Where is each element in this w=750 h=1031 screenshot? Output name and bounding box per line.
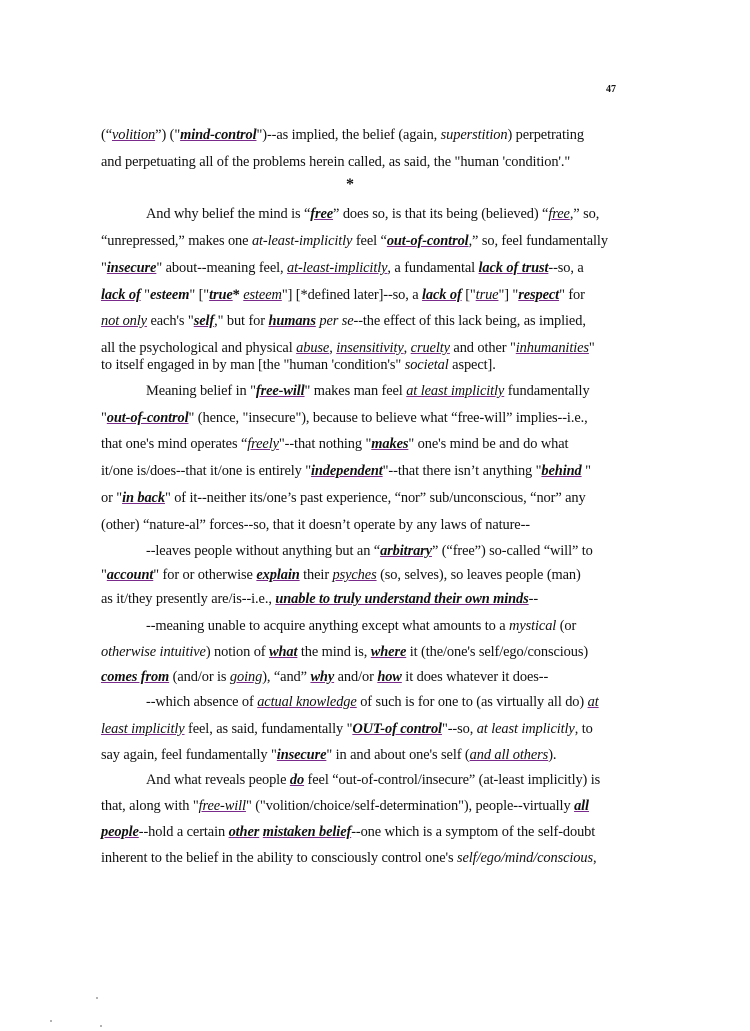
text-run: ”) (" bbox=[155, 127, 181, 143]
text-run: the mind is, bbox=[297, 644, 371, 660]
text-run: "--that there isn’t anything " bbox=[382, 463, 542, 479]
text-run: inherent to the belief in the ability to consciously control one's bbox=[101, 850, 457, 866]
text-run: it/one is/does--that it/one is entirely " bbox=[101, 463, 311, 479]
text-run: ) notion of bbox=[205, 644, 269, 660]
emphasized-text: self bbox=[193, 313, 215, 329]
text-run: , bbox=[329, 340, 337, 356]
emphasized-text: account bbox=[106, 567, 154, 583]
emphasized-text: psyches bbox=[332, 567, 377, 583]
text-run: --leaves people without anything but an “ bbox=[146, 543, 381, 559]
emphasized-text: unable to truly understand their own minds bbox=[275, 591, 529, 607]
text-run: " bbox=[588, 340, 595, 356]
text-run: at least implicitly bbox=[476, 721, 575, 737]
emphasized-text: free-will bbox=[255, 383, 305, 399]
emphasized-text: how bbox=[377, 669, 402, 685]
text-run: fundamentally bbox=[504, 383, 590, 399]
emphasized-text: lack of bbox=[101, 287, 141, 303]
text-run: " makes man feel bbox=[304, 383, 407, 399]
text-line bbox=[101, 232, 608, 250]
text-run: * bbox=[232, 287, 244, 303]
text-run: And what reveals people bbox=[146, 772, 290, 788]
text-run: feel “ bbox=[352, 233, 387, 249]
text-run: and perpetuating all of the problems herein called, as said, the "human 'condition'." bbox=[101, 154, 571, 170]
text-run: per se bbox=[319, 313, 354, 329]
text-run: "] " bbox=[498, 287, 519, 303]
text-line bbox=[146, 205, 599, 223]
text-line bbox=[101, 435, 568, 453]
emphasized-text: independent bbox=[311, 463, 383, 479]
text-run: " for bbox=[559, 287, 585, 303]
text-run: feel, as said, fundamentally " bbox=[184, 721, 353, 737]
emphasized-text: all bbox=[574, 798, 589, 814]
text-run: (and/or is bbox=[169, 669, 230, 685]
text-run: " bbox=[581, 463, 591, 479]
text-run: --one which is a symptom of the self-doubt bbox=[351, 824, 596, 840]
text-run: ), “and” bbox=[262, 669, 311, 685]
text-run: " [" bbox=[189, 287, 210, 303]
emphasized-text: insecure bbox=[276, 747, 327, 763]
text-run: (or bbox=[556, 618, 577, 634]
text-run: Meaning belief in " bbox=[146, 383, 256, 399]
emphasized-text: true bbox=[475, 287, 499, 303]
emphasized-text: inhumanities bbox=[515, 340, 589, 356]
emphasized-text: abuse bbox=[296, 340, 330, 356]
emphasized-text: lack of trust bbox=[478, 260, 549, 276]
emphasized-text: out-of-control bbox=[106, 410, 189, 426]
text-run: to itself engaged in by man [the "human 'condition's" bbox=[101, 357, 405, 373]
text-line bbox=[101, 356, 496, 374]
text-line bbox=[101, 339, 595, 357]
scan-speck bbox=[50, 1020, 52, 1022]
emphasized-text: mind-control bbox=[180, 127, 257, 143]
text-run: esteem bbox=[149, 287, 190, 303]
text-line bbox=[101, 462, 591, 480]
text-run: at-least-implicitly bbox=[251, 233, 353, 249]
page-number: 47 bbox=[606, 84, 616, 95]
emphasized-text: at bbox=[587, 694, 599, 710]
text-line bbox=[101, 590, 538, 608]
text-run: " for or otherwise bbox=[153, 567, 257, 583]
emphasized-text: going bbox=[229, 669, 263, 685]
text-run: " bbox=[101, 410, 107, 426]
text-line bbox=[101, 797, 589, 815]
emphasized-text: at least implicitly bbox=[406, 383, 505, 399]
text-run: --so, a bbox=[548, 260, 584, 276]
text-run: that, along with " bbox=[101, 798, 199, 814]
text-run: " (hence, "insecure"), because to believe what “free-will” implies--i.e., bbox=[188, 410, 588, 426]
text-line bbox=[146, 382, 590, 400]
text-run: And why belief the mind is “ bbox=[146, 206, 311, 222]
text-run: ," but for bbox=[214, 313, 269, 329]
emphasized-text: out-of-control bbox=[386, 233, 469, 249]
text-line bbox=[101, 566, 581, 584]
text-run: and/or bbox=[334, 669, 378, 685]
emphasized-text: OUT-of control bbox=[352, 721, 442, 737]
emphasized-text: where bbox=[370, 644, 407, 660]
emphasized-text: free bbox=[548, 206, 570, 222]
emphasized-text: why bbox=[310, 669, 335, 685]
scan-speck bbox=[96, 997, 98, 999]
text-run: otherwise intuitive bbox=[101, 644, 206, 660]
emphasized-text: not only bbox=[101, 313, 147, 329]
text-run: (other) “nature-al” forces--so, that it doesn’t operate by any laws of nature-- bbox=[101, 517, 530, 533]
text-run: superstition bbox=[440, 127, 508, 143]
emphasized-text: behind bbox=[541, 463, 582, 479]
text-line bbox=[146, 617, 576, 635]
text-run: or " bbox=[101, 490, 123, 506]
text-run: as it/they presently are/is--i.e., bbox=[101, 591, 276, 607]
emphasized-text: respect bbox=[518, 287, 560, 303]
text-run: “unrepressed,” makes one bbox=[101, 233, 252, 249]
text-line bbox=[101, 286, 585, 304]
text-line bbox=[146, 693, 599, 711]
text-run: -- bbox=[528, 591, 539, 607]
text-line bbox=[101, 746, 556, 764]
text-run: --the effect of this lack being, as implied, bbox=[353, 313, 586, 329]
emphasized-text: other bbox=[228, 824, 260, 840]
emphasized-text: people bbox=[101, 824, 139, 840]
text-run: , to bbox=[574, 721, 593, 737]
text-run: each's " bbox=[146, 313, 194, 329]
text-run: that one's mind operates “ bbox=[101, 436, 248, 452]
text-line bbox=[101, 489, 586, 507]
emphasized-text: true bbox=[209, 287, 233, 303]
emphasized-text: volition bbox=[111, 127, 156, 143]
emphasized-text: free-will bbox=[198, 798, 246, 814]
text-line bbox=[101, 312, 586, 330]
text-run: " ("volition/choice/self-determination"), people--virtually bbox=[245, 798, 575, 814]
text-line bbox=[101, 720, 593, 738]
text-run: ,” so, bbox=[569, 206, 600, 222]
text-line bbox=[101, 849, 596, 867]
text-line bbox=[101, 259, 584, 277]
text-run: mystical bbox=[509, 618, 557, 634]
emphasized-text: freely bbox=[247, 436, 279, 452]
section-separator: * bbox=[346, 176, 354, 193]
text-line bbox=[101, 823, 595, 841]
text-run: , bbox=[592, 850, 597, 866]
emphasized-text: actual knowledge bbox=[257, 694, 357, 710]
emphasized-text: in back bbox=[122, 490, 165, 506]
text-run: of such is for one to (as virtually all do) bbox=[356, 694, 588, 710]
text-run: ,” so, feel fundamentally bbox=[468, 233, 608, 249]
emphasized-text: free bbox=[310, 206, 334, 222]
text-line bbox=[146, 771, 600, 789]
text-run: --meaning unable to acquire anything except what amounts to a bbox=[146, 618, 510, 634]
emphasized-text: least implicitly bbox=[101, 721, 185, 737]
emphasized-text: esteem bbox=[243, 287, 282, 303]
text-run: their bbox=[299, 567, 333, 583]
text-run: --hold a certain bbox=[138, 824, 229, 840]
emphasized-text: and all others bbox=[469, 747, 549, 763]
text-run: , a fundamental bbox=[387, 260, 479, 276]
text-run: " in and about one's self ( bbox=[326, 747, 470, 763]
text-run: , bbox=[403, 340, 411, 356]
text-run: it does whatever it does-- bbox=[401, 669, 549, 685]
emphasized-text: arbitrary bbox=[380, 543, 432, 559]
text-run: aspect]. bbox=[448, 357, 496, 373]
emphasized-text: do bbox=[289, 772, 305, 788]
text-run: --which absence of bbox=[146, 694, 258, 710]
text-run: " of it--neither its/one’s past experience, “nor” sub/unconscious, “nor” any bbox=[164, 490, 586, 506]
text-run: (so, selves), so leaves people (man) bbox=[376, 567, 581, 583]
text-run: self/ego/mind/conscious bbox=[456, 850, 593, 866]
text-line bbox=[146, 542, 593, 560]
text-run: "] [*defined later]--so, a bbox=[281, 287, 423, 303]
text-run: ” (“free”) so-called “will” to bbox=[431, 543, 593, 559]
text-run: " bbox=[140, 287, 150, 303]
text-line bbox=[101, 409, 588, 427]
emphasized-text: comes from bbox=[101, 669, 170, 685]
emphasized-text: explain bbox=[256, 567, 300, 583]
text-run: (“ bbox=[101, 127, 112, 143]
emphasized-text: what bbox=[268, 644, 298, 660]
text-run: ). bbox=[548, 747, 557, 763]
emphasized-text: makes bbox=[371, 436, 409, 452]
text-run: " bbox=[101, 260, 107, 276]
text-run: " about--meaning feel, bbox=[156, 260, 287, 276]
text-line bbox=[101, 126, 584, 144]
text-run: "--so, bbox=[441, 721, 477, 737]
emphasized-text: cruelty bbox=[410, 340, 450, 356]
text-run: ")--as implied, the belief (again, bbox=[256, 127, 441, 143]
text-run: feel “out-of-control/insecure” (at-least implicitly) is bbox=[304, 772, 601, 788]
text-line bbox=[101, 668, 548, 686]
text-run: ” does so, is that its being (believed) “ bbox=[333, 206, 549, 222]
text-run: and other " bbox=[449, 340, 516, 356]
text-run: " bbox=[101, 567, 107, 583]
text-run: " one's mind be and do what bbox=[408, 436, 569, 452]
text-run: say again, feel fundamentally " bbox=[101, 747, 277, 763]
text-run: [" bbox=[461, 287, 476, 303]
emphasized-text: insecure bbox=[106, 260, 157, 276]
emphasized-text: insensitivity bbox=[336, 340, 404, 356]
text-run: "--that nothing " bbox=[278, 436, 372, 452]
emphasized-text: at-least-implicitly bbox=[287, 260, 388, 276]
emphasized-text: humans bbox=[268, 313, 316, 329]
text-line bbox=[101, 516, 530, 534]
text-run: all the psychological and physical bbox=[101, 340, 297, 356]
emphasized-text: mistaken belief bbox=[262, 824, 352, 840]
text-run: it (the/one's self/ego/conscious) bbox=[406, 644, 589, 660]
emphasized-text: lack of bbox=[422, 287, 462, 303]
text-run: societal bbox=[404, 357, 449, 373]
text-run: ) perpetrating bbox=[507, 127, 584, 143]
scan-speck bbox=[100, 1025, 102, 1027]
text-line bbox=[101, 643, 588, 661]
text-line bbox=[101, 153, 570, 171]
